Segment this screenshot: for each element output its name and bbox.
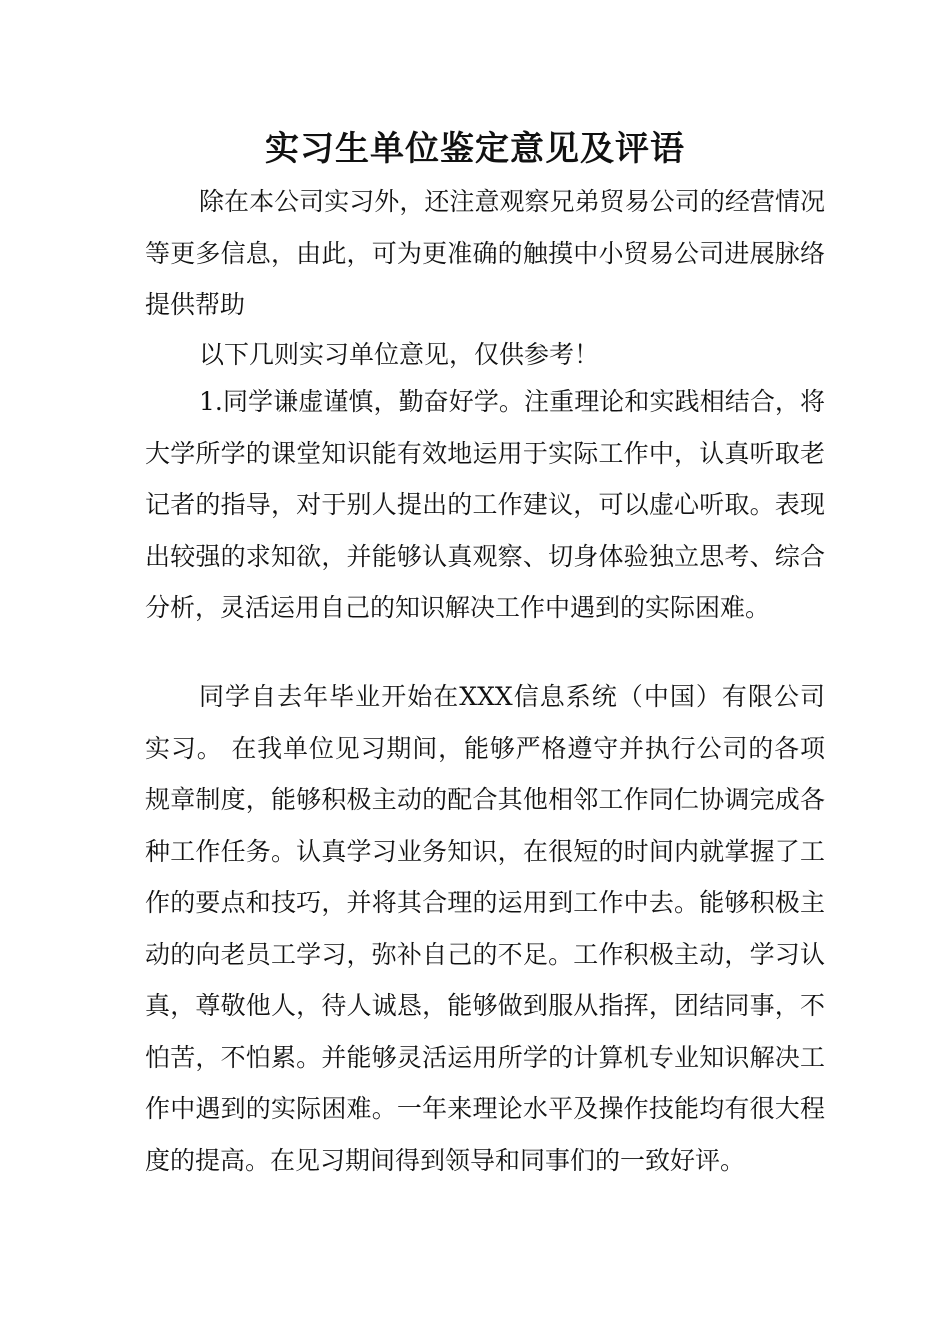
- paragraph-intro: 除在本公司实习外，还注意观察兄弟贸易公司的经营情况等更多信息，由此，可为更准确的触摸中小贸易公司进展脉络提供帮助: [145, 187, 825, 319]
- paragraph-reference-note: 以下几则实习单位意见，仅供参考！: [199, 340, 600, 369]
- document-title: 实习生单位鉴定意见及评语: [265, 129, 685, 169]
- paragraph-comment-1: 1.同学谦虚谨慎，勤奋好学。注重理论和实践相结合，将大学所学的课堂知识能有效地运用于实际工作中，认真听取老记者的指导，对于别人提出的工作建议，可以虚心听取。表现出较强的求知欲，并能够认真观察、切身体验独立思考、综合分析，灵活运用自己的知识解决工作中遇到的实际困难。: [145, 387, 825, 622]
- paragraph-comment-2: 同学自去年毕业开始在XXX信息系统（中国）有限公司实习。 在我单位见习期间，能够严格遵守并执行公司的各项规章制度，能够积极主动的配合其他相邻工作同仁协调完成各种工作任务。认真学习业务知识，在很短的时间内就掌握了工作的要点和技巧，并将其合理的运用到工作中去。能够积极主动的向老员工学习，弥补自己的不足。工作积极主动，学习认真，尊敬他人，待人诚恳，能够做到服从指挥，团结同事，不怕苦，不怕累。并能够灵活运用所学的计算机专业知识解决工作中遇到的实际困难。一年来理论水平及操作技能均有很大程度的提高。在见习期间得到领导和同事们的一致好评。: [145, 682, 825, 1175]
